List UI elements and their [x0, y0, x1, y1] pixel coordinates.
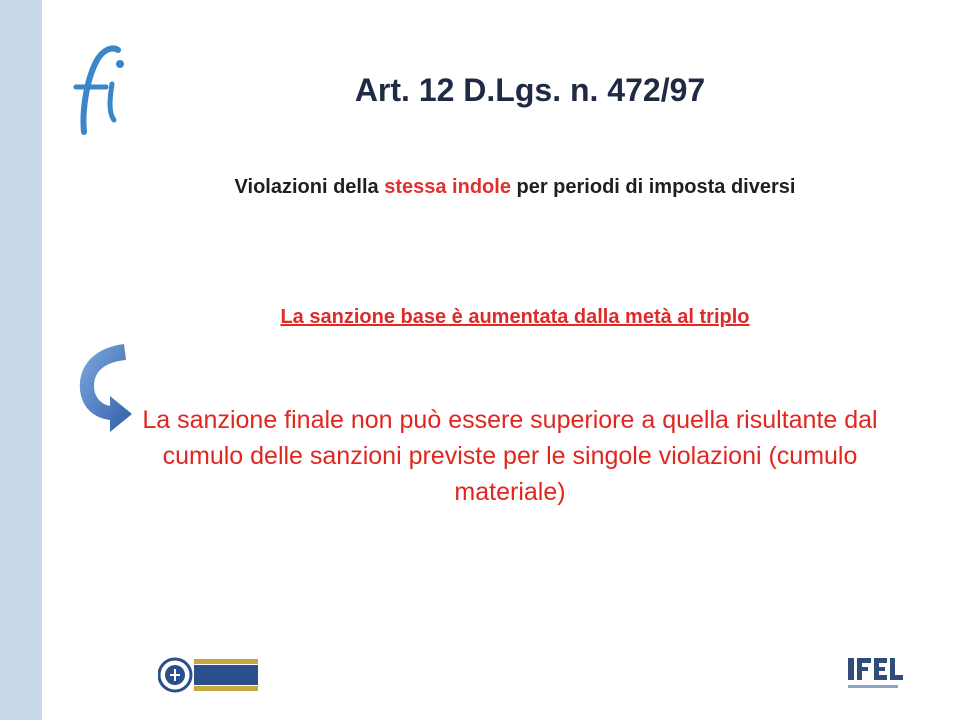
- slide-title: Art. 12 D.Lgs. n. 472/97: [354, 72, 706, 108]
- curved-arrow-icon: [74, 338, 134, 438]
- rule-text: La sanzione base è aumentata dalla metà al triplo: [280, 306, 750, 328]
- ifel-logo: [846, 654, 906, 696]
- subtitle-highlight: stessa indole: [384, 176, 511, 198]
- fi-logo: [54, 42, 134, 137]
- subtitle-part2: per periodi di imposta diversi: [510, 176, 796, 198]
- body-text: La sanzione finale non può essere superiore a quella risultante dal cumulo delle sanzioni previste per le singole violazioni (cumulo materiale): [142, 406, 878, 506]
- anutel-logo: [158, 655, 260, 695]
- sidebar-band: [0, 0, 42, 720]
- slide-subtitle: [190, 170, 840, 204]
- subtitle-part1: Violazioni della: [234, 176, 385, 198]
